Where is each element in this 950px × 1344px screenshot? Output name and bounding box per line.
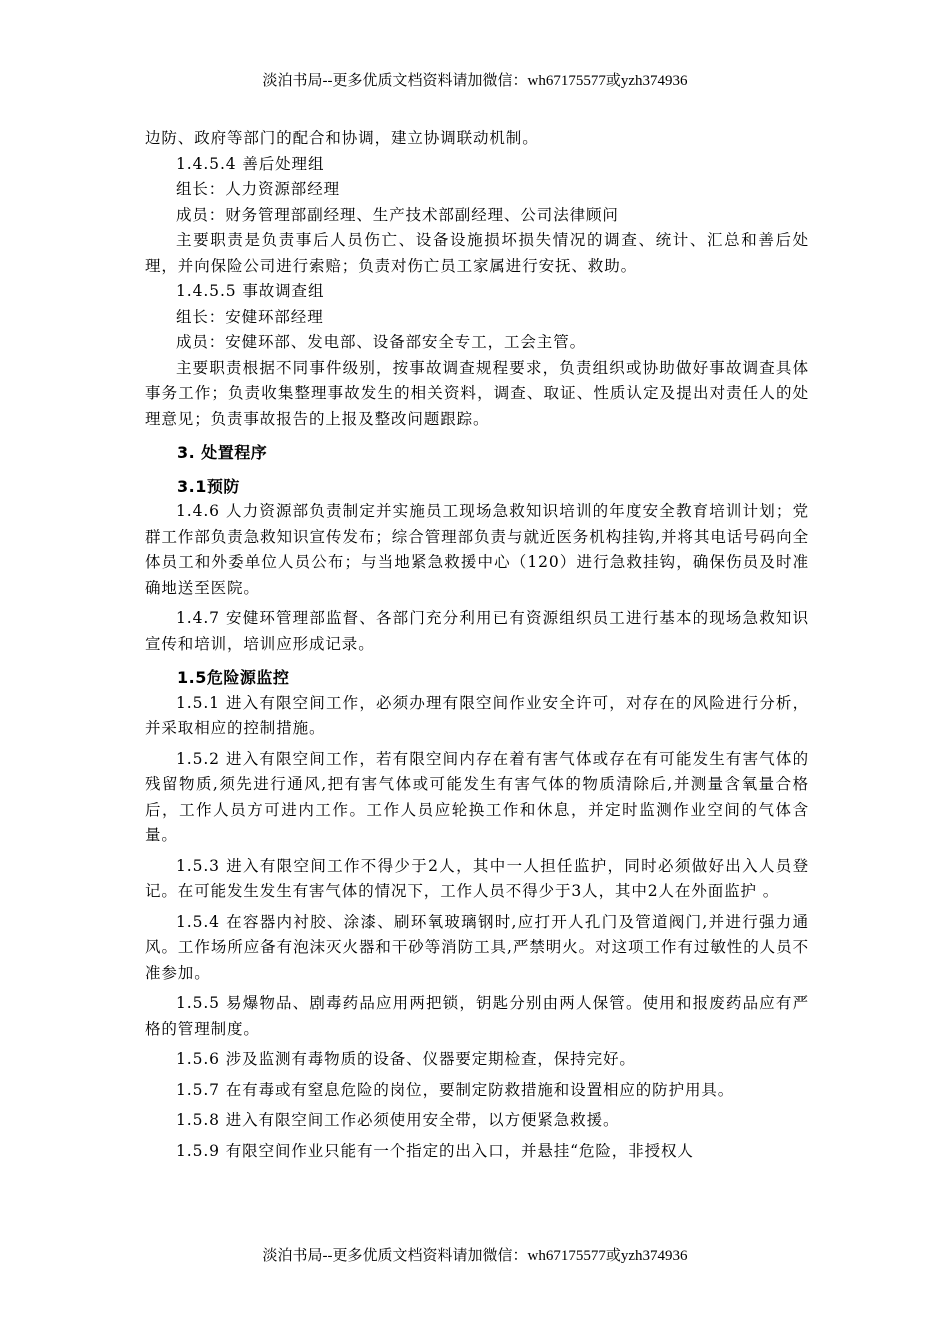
section-heading: 3.1预防 bbox=[177, 476, 240, 496]
section-heading: 1.5危险源监控 bbox=[177, 668, 290, 687]
paragraph: 1.5.6 涉及监测有毒物质的设备、仪器要定期检查，保持完好。 bbox=[176, 1050, 636, 1068]
paragraph: 组长：人力资源部经理 bbox=[176, 180, 341, 198]
paragraph: 1.5.2 进入有限空间工作，若有限空间内存在着有害气体或存在有可能发生有害气体的残留物质,须先进行通风,把有害气体或可能发生有害气体的物质清除后,并测量含氧量合格后，工作人员方可进内工作。工作人员应轮换工作和休息，并定时监测作业空间的气体含量。 bbox=[145, 749, 809, 844]
section-heading: 1.4.5.5 事故调查组 bbox=[176, 282, 325, 300]
paragraph: 1.5.1 进入有限空间工作，必须办理有限空间作业安全许可，对存在的风险进行分析，并采取相应的控制措施。 bbox=[145, 693, 809, 737]
paragraph: 1.5.8 进入有限空间工作必须使用安全带，以方便紧急救援。 bbox=[176, 1111, 620, 1129]
page-footer: 淡泊书局--更多优质文档资料请加微信：wh67175577或yzh374936 bbox=[262, 1248, 688, 1264]
paragraph: 主要职责是负责事后人员伤亡、设备设施损坏损失情况的调查、统计、汇总和善后处理，并向保险公司进行索赔；负责对伤亡员工家属进行安抚、救助。 bbox=[145, 231, 809, 275]
chapter-heading: 3. 处置程序 bbox=[177, 443, 268, 462]
paragraph: 1.5.4 在容器内衬胶、涂漆、刷环氧玻璃钢时,应打开人孔门及管道阀门,并进行强力通风。工作场所应备有泡沫灭火器和干砂等消防工具,严禁明火。对这项工作有过敏性的人员不准参加。 bbox=[145, 912, 809, 982]
paragraph: 主要职责根据不同事件级别，按事故调查规程要求，负责组织或协助做好事故调查具体事务工作；负责收集整理事故发生的相关资料，调查、取证、性质认定及提出对责任人的处理意见；负责事故报告的上报及整改问题跟踪。 bbox=[145, 358, 809, 428]
section-heading: 1.4.5.4 善后处理组 bbox=[176, 154, 325, 173]
paragraph: 组长：安健环部经理 bbox=[176, 307, 324, 326]
paragraph: 1.4.7 安健环管理部监督、各部门充分利用已有资源组织员工进行基本的现场急救知识宣传和培训，培训应形成记录。 bbox=[145, 609, 809, 653]
paragraph: 1.5.9 有限空间作业只能有一个指定的出入口，并悬挂“危险，非授权人 bbox=[176, 1141, 694, 1160]
paragraph: 1.5.3 进入有限空间工作不得少于2人，其中一人担任监护，同时必须做好出入人员登记。在可能发生发生有害气体的情况下，工作人员不得少于3人，其中2人在外面监护 。 bbox=[145, 856, 809, 900]
paragraph: 1.4.6 人力资源部负责制定并实施员工现场急救知识培训的年度安全教育培训计划；党群工作部负责急救知识宣传发布；综合管理部负责与就近医务机构挂钩,并将其电话号码向全体员工和外委单位人员公布；与当地紧急救援中心（120）进行急救挂钩，确保伤员及时准确地送至医院。 bbox=[145, 502, 809, 597]
paragraph: 1.5.7 在有毒或有窒息危险的岗位，要制定防救措施和设置相应的防护用具。 bbox=[176, 1080, 735, 1099]
paragraph: 成员：财务管理部副经理、生产技术部副经理、公司法律顾问 bbox=[176, 205, 619, 224]
page-header: 淡泊书局--更多优质文档资料请加微信：wh67175577或yzh374936 bbox=[262, 73, 688, 89]
paragraph: 成员：安健环部、发电部、设备部安全专工，工会主管。 bbox=[176, 333, 587, 351]
paragraph: 边防、政府等部门的配合和协调，建立协调联动机制。 bbox=[145, 129, 539, 147]
paragraph: 1.5.5 易爆物品、剧毒药品应用两把锁，钥匙分别由两人保管。使用和报废药品应有严格的管理制度。 bbox=[145, 994, 809, 1038]
document-body bbox=[145, 126, 809, 1164]
